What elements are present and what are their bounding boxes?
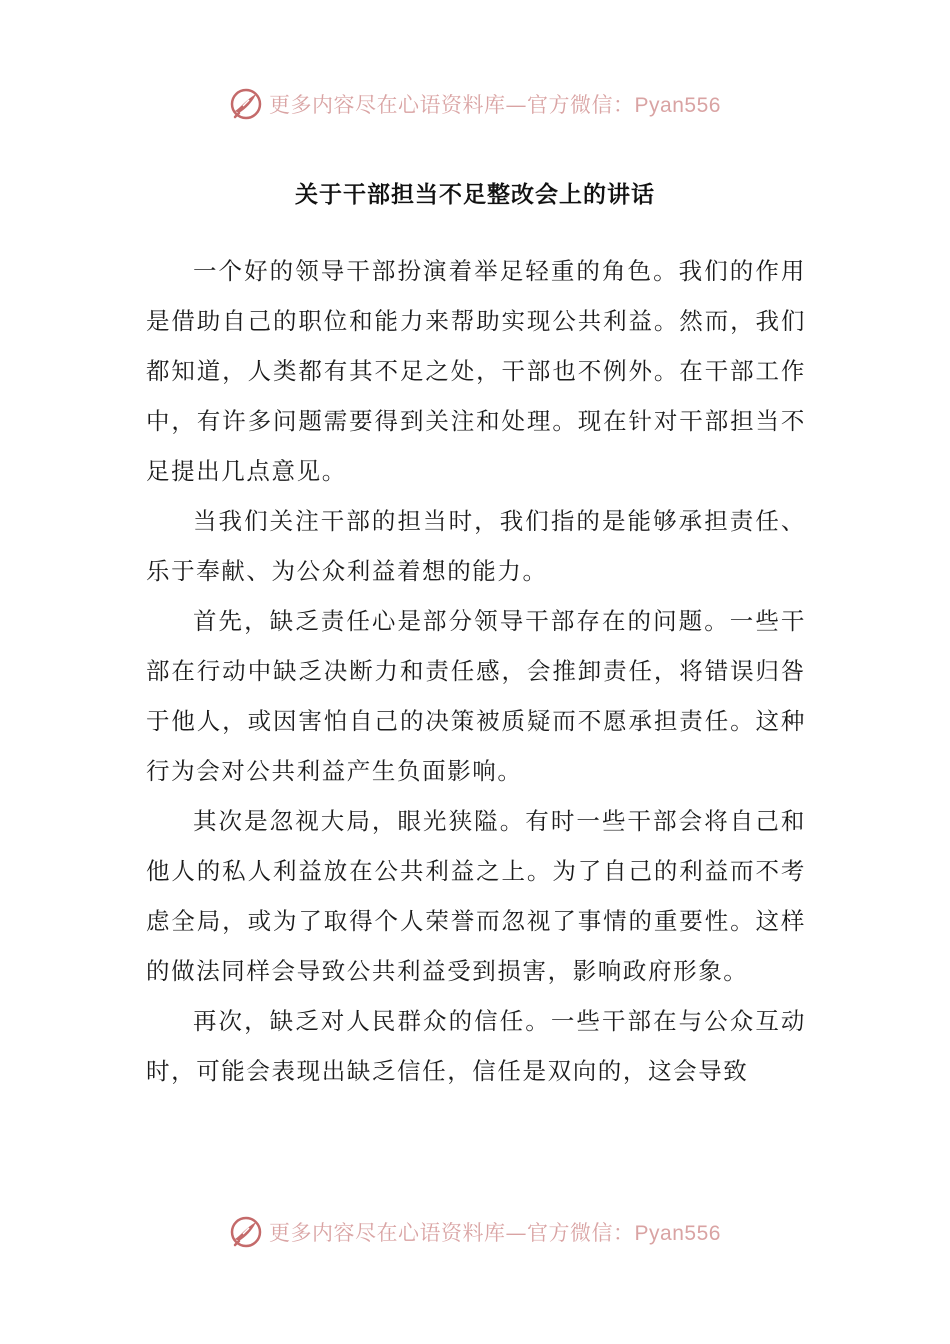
wechat-id: Pyan556 [634,94,721,117]
paragraph-1: 一个好的领导干部扮演着举足轻重的角色。我们的作用是借助自己的职位和能力来帮助实现公共利益。然而，我们都知道，人类都有其不足之处，干部也不例外。在干部工作中，有许多问题需要得到关注和处理。现在针对干部担当不足提出几点意见。 [146,257,806,485]
paragraph-3: 首先，缺乏责任心是部分领导干部存在的问题。一些干部在行动中缺乏决断力和责任感，会推卸责任，将错误归咎于他人，或因害怕自己的决策被质疑而不愿承担责任。这种行为会对公共利益产生负面影响。 [146,607,806,785]
paragraph-4: 其次是忽视大局，眼光狭隘。有时一些干部会将自己和他人的私人利益放在公共利益之上。为了自己的利益而不考虑全局，或为了取得个人荣誉而忽视了事情的重要性。这样的做法同样会导致公共利益受到损害，影响政府形象。 [146,807,806,985]
document-body [146,246,806,1096]
paragraph-2: 当我们关注干部的担当时，我们指的是能够承担责任、乐于奉献、为公众利益着想的能力。 [146,507,806,585]
header-watermark [0,82,950,126]
pen-nib-logo-icon [229,87,263,121]
document-title: 关于干部担当不足整改会上的讲话 [295,182,655,208]
footer-watermark [0,1210,950,1254]
wechat-id: Pyan556 [634,1222,721,1245]
watermark-text: 更多内容尽在心语资料库—官方微信：Pyan556 [269,93,721,117]
watermark-text: 更多内容尽在心语资料库—官方微信：Pyan556 [269,1221,721,1245]
pen-nib-logo-icon [229,1215,263,1249]
paragraph-5: 再次，缺乏对人民群众的信任。一些干部在与公众互动时，可能会表现出缺乏信任，信任是双向的，这会导致 [146,1007,806,1085]
